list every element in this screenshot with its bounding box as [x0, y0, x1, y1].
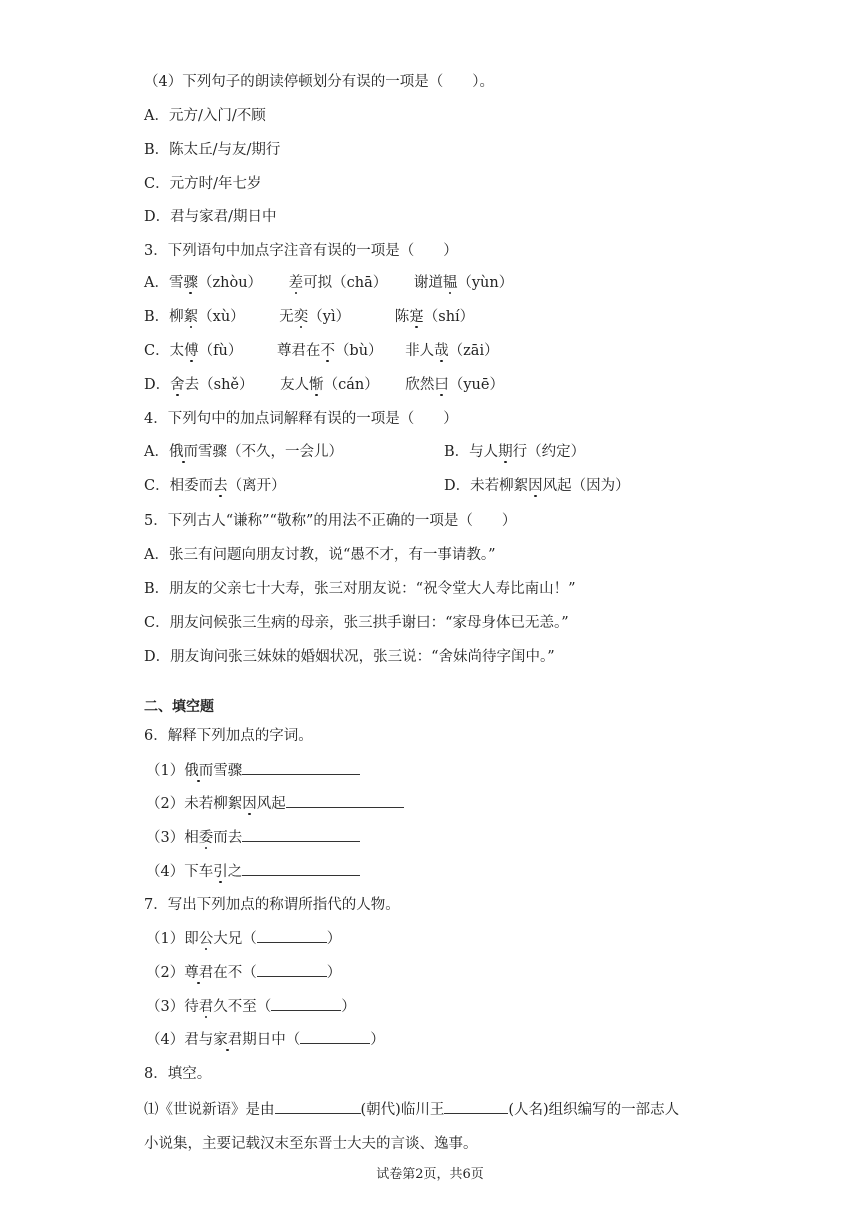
- q4-option-a: A．俄而雪骤（不久，一会儿）: [144, 444, 343, 460]
- q6-stem: 6．解释下列加点的字词。: [144, 728, 313, 744]
- q7-item-1: （1）即公大兄（ ）: [146, 928, 341, 949]
- answer-blank[interactable]: [242, 861, 360, 876]
- page-footer: 试卷第2页，共6页: [376, 1167, 484, 1182]
- q5-option-b: B．朋友的父亲七十大寿，张三对朋友说：“祝令堂大人寿比南山！”: [144, 581, 576, 597]
- q3-option-d: D．舍去（shě） 友人惭（cán） 欣然曰（yuē）: [144, 377, 504, 393]
- q3-option-c: C．太傅（fù） 尊君在不（bù） 非人哉（zāi）: [144, 343, 499, 359]
- q7-item-2: （2）尊君在不（ ）: [146, 962, 341, 983]
- q5-stem: 5．下列古人“谦称”“敬称”的用法不正确的一项是（ ）: [144, 513, 517, 529]
- q7-item-4: （4）君与家君期日中（ ）: [146, 1029, 385, 1050]
- q6-item-4: （4）下车引之: [146, 861, 360, 882]
- answer-blank[interactable]: [257, 962, 327, 977]
- q3-option-b: B．柳絮（xù） 无奕（yì） 陈寔（shí）: [144, 309, 475, 325]
- q2-4-option-d: D．君与家君/期日中: [144, 209, 277, 225]
- answer-blank[interactable]: [444, 1099, 508, 1114]
- q8-line-2: 小说集，主要记载汉末至东晋士大夫的言谈、逸事。: [144, 1136, 478, 1152]
- q5-option-c: C．朋友问候张三生病的母亲，张三拱手谢曰：“家母身体已无恙。”: [144, 615, 569, 631]
- answer-blank[interactable]: [300, 1029, 370, 1044]
- q8-stem: 8．填空。: [144, 1066, 212, 1082]
- q4-option-d: D．未若柳絮因风起（因为）: [444, 478, 630, 494]
- section-2-title: 二、填空题: [144, 699, 214, 715]
- q5-option-a: A．张三有问题向朋友讨教，说“愚不才，有一事请教。”: [144, 547, 496, 563]
- answer-blank[interactable]: [286, 793, 404, 808]
- q2-4-option-c: C．元方时/年七岁: [144, 176, 262, 192]
- q7-item-3: （3）待君久不至（ ）: [146, 996, 356, 1017]
- answer-blank[interactable]: [242, 827, 360, 842]
- q2-4-option-a: A．元方/入门/不顾: [144, 108, 266, 124]
- q6-item-1: （1）俄而雪骤: [146, 760, 360, 781]
- q4-option-b: B．与人期行（约定）: [444, 444, 586, 460]
- answer-blank[interactable]: [242, 760, 360, 775]
- q8-line-1: ⑴《世说新语》是由 (朝代)临川王 (人名)组织编写的一部志人: [144, 1099, 679, 1120]
- answer-blank[interactable]: [257, 928, 327, 943]
- q7-stem: 7．写出下列加点的称谓所指代的人物。: [144, 897, 400, 913]
- q6-item-3: （3）相委而去: [146, 827, 360, 848]
- q3-option-a: A．雪骤（zhòu） 差可拟（chā） 谢道韫（yùn）: [144, 275, 514, 291]
- answer-blank[interactable]: [275, 1099, 361, 1114]
- q2-4-stem: （4）下列句子的朗读停顿划分有误的一项是（ ）。: [144, 74, 494, 90]
- q4-stem: 4．下列句中的加点词解释有误的一项是（ ）: [144, 411, 458, 427]
- q2-4-option-b: B．陈太丘/与友/期行: [144, 142, 281, 158]
- q4-option-c: C．相委而去（离开）: [144, 478, 286, 494]
- q5-option-d: D．朋友询问张三妹妹的婚姻状况，张三说：“舍妹尚待字闺中。”: [144, 649, 555, 665]
- q6-item-2: （2）未若柳絮因风起: [146, 793, 404, 814]
- q3-stem: 3．下列语句中加点字注音有误的一项是（ ）: [144, 243, 458, 259]
- answer-blank[interactable]: [271, 996, 341, 1011]
